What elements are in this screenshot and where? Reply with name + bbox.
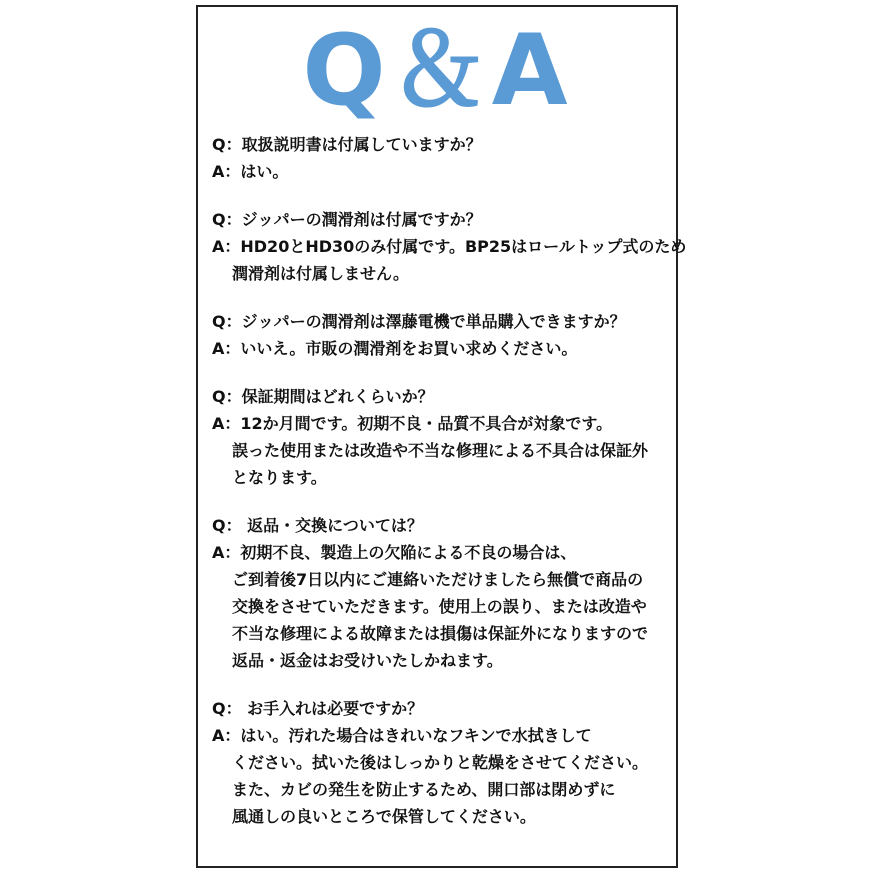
qa-item-care xyxy=(212,695,672,830)
question: Q：ジッパーの潤滑剤は澤藤電機で単品購入できますか？ xyxy=(212,312,626,331)
answer-continued: 不当な修理による故障または損傷は保証外になりますので xyxy=(232,624,649,643)
answer-continued: 誤った使用または改造や不当な修理による不具合は保証外 xyxy=(232,441,649,460)
answer-continued: ください。拭いた後はしっかりと乾燥をさせてください。 xyxy=(232,753,649,772)
question: Q：ジッパーの潤滑剤は付属ですか？ xyxy=(212,210,482,229)
qa-list xyxy=(212,131,687,851)
qa-card xyxy=(196,5,687,868)
answer-continued: 返品・返金はお受けいたしかねます。 xyxy=(232,651,503,670)
question: Q： お手入れは必要ですか？ xyxy=(212,699,424,718)
answer-continued: 風通しの良いところで保管してください。 xyxy=(232,807,536,826)
answer-continued: 交換をさせていただきます。使用上の誤り、または改造や xyxy=(232,597,647,616)
qa-item-manual xyxy=(212,131,672,185)
question: Q：保証期間はどれくらいか？ xyxy=(212,387,434,406)
qa-item-lubricant-purchase xyxy=(212,308,672,362)
answer-continued: となります。 xyxy=(232,468,327,487)
answer-continued: 潤滑剤は付属しません。 xyxy=(232,264,409,283)
question: Q： 返品・交換については？ xyxy=(212,516,423,535)
answer: A：初期不良、製造上の欠陥による不良の場合は、 xyxy=(212,543,577,562)
answer: A：はい。汚れた場合はきれいなフキンで水拭きして xyxy=(212,726,592,745)
qa-item-warranty xyxy=(212,383,672,491)
answer-continued: また、カビの発生を防止するため、開口部は閉めずに xyxy=(232,780,616,799)
answer: A：はい。 xyxy=(212,162,289,181)
answer: A：12か月間です。初期不良・品質不具合が対象です。 xyxy=(212,414,613,433)
page-title: Q＆A xyxy=(302,14,572,128)
answer: A：HD20とHD30のみ付属です。BP25はロールトップ式のため xyxy=(212,237,687,256)
answer: A：いいえ。市販の潤滑剤をお買い求めください。 xyxy=(212,339,578,358)
question: Q：取扱説明書は付属していますか？ xyxy=(212,135,482,154)
qa-item-returns xyxy=(212,512,672,674)
answer-continued: ご到着後7日以内にご連絡いただけましたら無償で商品の xyxy=(232,570,644,589)
qa-item-lubricant-included xyxy=(212,206,687,287)
